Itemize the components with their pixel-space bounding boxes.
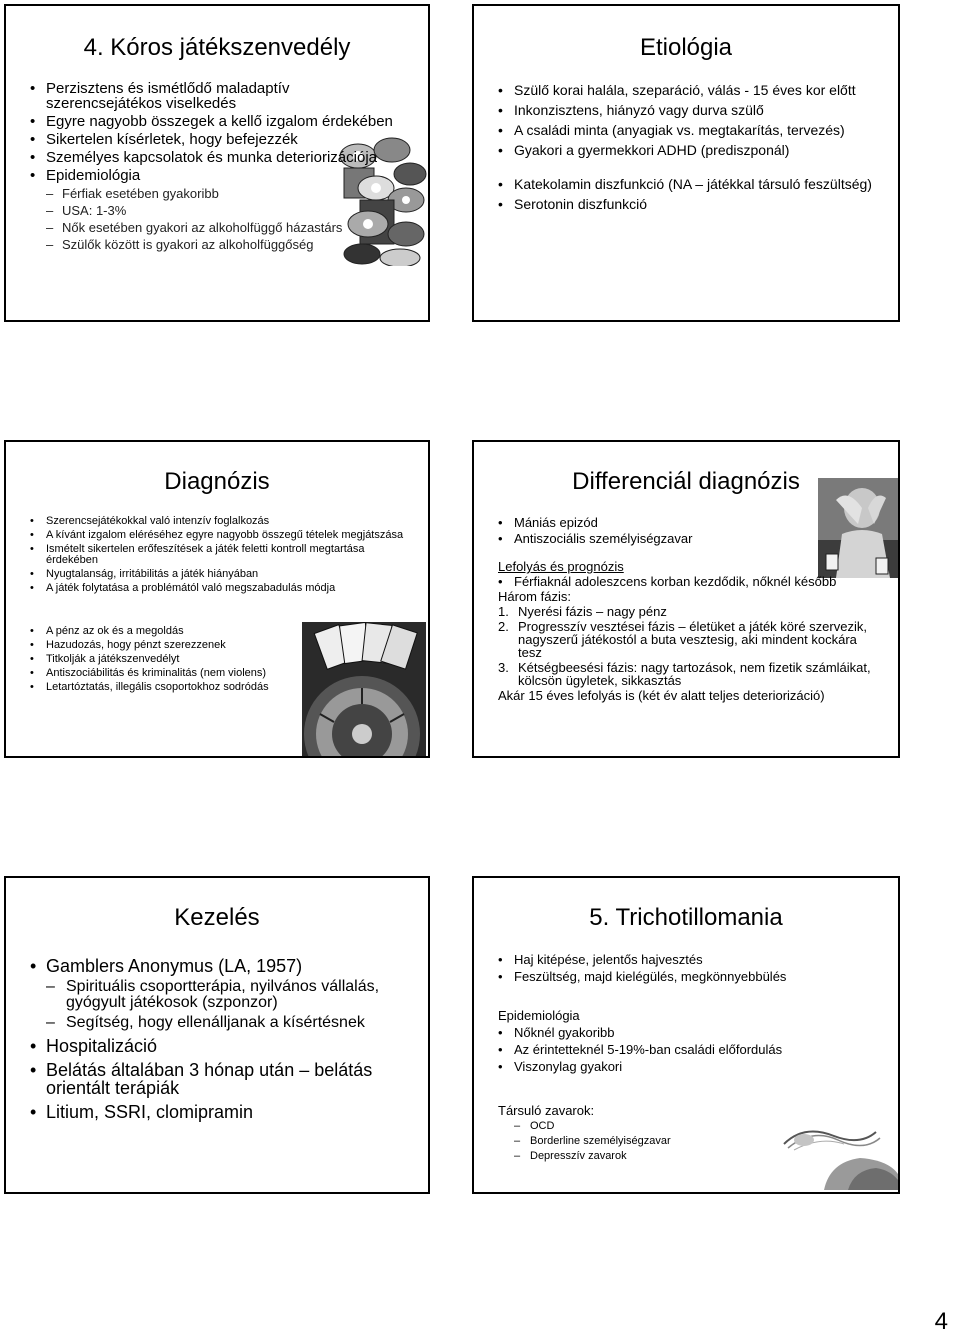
s4-phase (498, 661, 878, 687)
s4-phase (498, 605, 878, 618)
s6-subitem: – Depresszív zavarok (498, 1151, 758, 1162)
phase-text: Kétségbeesési fázis: nagy tartozások, nem fizetik számláikat, kölcsön ügyletek, sikkasztás (518, 660, 871, 688)
s2-item: • Szülő korai halála, szeparáció, válás - 15 éves kor előtt (498, 83, 873, 97)
s4-item: • Férfiaknál adoleszcens korban kezdődik, nőknél később (498, 575, 878, 588)
s6-item: • Nőknél gyakoribb (498, 1026, 873, 1039)
s6-subitem: – OCD (498, 1121, 758, 1132)
s1-item: • Személyes kapcsolatok és munka deteriorizációja (30, 150, 400, 165)
s2-item: • Inkonzisztens, hiányzó vagy durva szülő (498, 103, 873, 117)
slide-treatment (4, 876, 430, 1194)
s1-subitem: – Szülők között is gyakori az alkoholfüggőség (30, 238, 400, 251)
s3-list-a (30, 516, 405, 594)
roulette-cards-photo (302, 622, 426, 756)
slide-title: 4. Kóros játékszenvedély (83, 34, 351, 61)
s5-item: • Hospitalizáció (30, 1037, 405, 1055)
s3-item: • A pénz az ok és a megoldás (30, 626, 300, 637)
s3-item: • A kívánt izgalom eléréséhez egyre nagyobb összegű tételek megjátszása (30, 530, 405, 541)
s1-subitem: – USA: 1-3% (30, 204, 400, 217)
s6-item: • Feszültség, majd kielégülés, megkönnyebbülés (498, 970, 873, 983)
phase-number: 1. (498, 604, 509, 619)
s1-item: • Perzisztens és ismétlődő maladaptív szerencsejátékos viselkedés (30, 81, 400, 111)
slide-title: 5. Trichotillomania (589, 904, 783, 931)
s6-item: • Az érintetteknél 5-19%-ban családi előfordulás (498, 1043, 873, 1056)
s1-item: • Egyre nagyobb összegek a kellő izgalom érdekében (30, 114, 400, 129)
phase-number: 3. (498, 660, 509, 675)
slide-title: Kezelés (174, 904, 260, 931)
s2-item: • Katekolamin diszfunkció (NA – játékkal társuló feszültség) (498, 177, 873, 191)
s2-list (498, 83, 873, 211)
s1-subitem: – Férfiak esetében gyakoribb (30, 187, 400, 200)
slide-pathological-gambling (4, 4, 430, 322)
s4-item: • Antiszociális személyiségzavar (498, 532, 878, 545)
s6-item: • Haj kitépése, jelentős hajvesztés (498, 953, 873, 966)
s6-list-c (498, 1104, 758, 1162)
s5-subitem: – Spirituális csoportterápia, nyilvános vállalás, gyógyult játékosok (szponzor) (30, 979, 405, 1011)
s6-comorb-label: Társuló zavarok: (498, 1103, 595, 1118)
phase-number: 2. (498, 619, 509, 634)
s3-item: • Szerencsejátékokkal való intenzív foglalkozás (30, 516, 405, 527)
s3-item: • Ismételt sikertelen erőfeszítések a játék feletti kontroll megtartása érdekében (30, 544, 405, 566)
s3-item: • Antiszociábilitás és kriminalitás (nem violens) (30, 668, 300, 679)
s4-list (498, 516, 878, 702)
s4-phases-label: Három fázis: (498, 589, 571, 604)
slide-etiology (472, 4, 900, 322)
s6-subitem: – Borderline személyiségzavar (498, 1136, 758, 1147)
phase-text: Progresszív vesztései fázis – életüket a játék köré szervezik, nagyszerű játékostól a buta vesztesig, aki mindent kockára tesz (518, 619, 867, 660)
s5-item: • Litium, SSRI, clomipramin (30, 1103, 405, 1121)
s3-item: • Letartóztatás, illegális csoportokhoz sodródás (30, 682, 300, 693)
s5-list (30, 957, 405, 1121)
s5-item: • Belátás általában 3 hónap után – belátás orientált terápiák (30, 1061, 405, 1097)
s3-item: • A játék folytatása a problémától való megszabadulás módja (30, 583, 405, 594)
hair-pulling-photo (764, 1066, 898, 1190)
s2-item: • A családi minta (anyagiak vs. megtakarítás, tervezés) (498, 123, 873, 137)
s4-closing: Akár 15 éves lefolyás is (két év alatt teljes deteriorizáció) (498, 688, 825, 703)
s4-course-heading: Lefolyás és prognózis (498, 559, 624, 574)
s5-subitem: – Segítség, hogy ellenálljanak a kísértésnek (30, 1015, 405, 1031)
slide-diagnosis (4, 440, 430, 758)
slide-differential-diagnosis (472, 440, 900, 758)
slide-title: Diagnózis (164, 468, 270, 495)
s1-subitem: – Nők esetében gyakori az alkoholfüggő házastárs (30, 221, 400, 234)
s1-list (30, 81, 400, 251)
s6-item: • Viszonylag gyakori (498, 1060, 873, 1073)
phase-text: Nyerési fázis – nagy pénz (518, 604, 667, 619)
s6-list-b (498, 1009, 873, 1073)
s3-list-b (30, 626, 300, 693)
slide-title: Etiológia (639, 34, 733, 61)
s6-list-a (498, 953, 873, 983)
s6-epi-label: Epidemiológia (498, 1008, 580, 1023)
s3-item: • Nyugtalanság, irritábilitás a játék hiányában (30, 569, 405, 580)
s3-item: • Titkolják a játékszenvedélyt (30, 654, 300, 665)
s2-item: • Serotonin diszfunkció (498, 197, 873, 211)
s1-item: • Epidemiológia (30, 168, 400, 183)
slide-trichotillomania (472, 876, 900, 1194)
s2-item: • Gyakori a gyermekkori ADHD (prediszponál) (498, 143, 873, 157)
s4-item: • Mániás epizód (498, 516, 878, 529)
s5-item: • Gamblers Anonymus (LA, 1957) (30, 957, 405, 975)
s4-phase (498, 620, 878, 659)
s1-item: • Sikertelen kísérletek, hogy befejezzék (30, 132, 400, 147)
s3-item: • Hazudozás, hogy pénzt szerezzenek (30, 640, 300, 651)
page-number: 4 (934, 1308, 948, 1335)
slide-title: Differenciál diagnózis (572, 468, 800, 495)
